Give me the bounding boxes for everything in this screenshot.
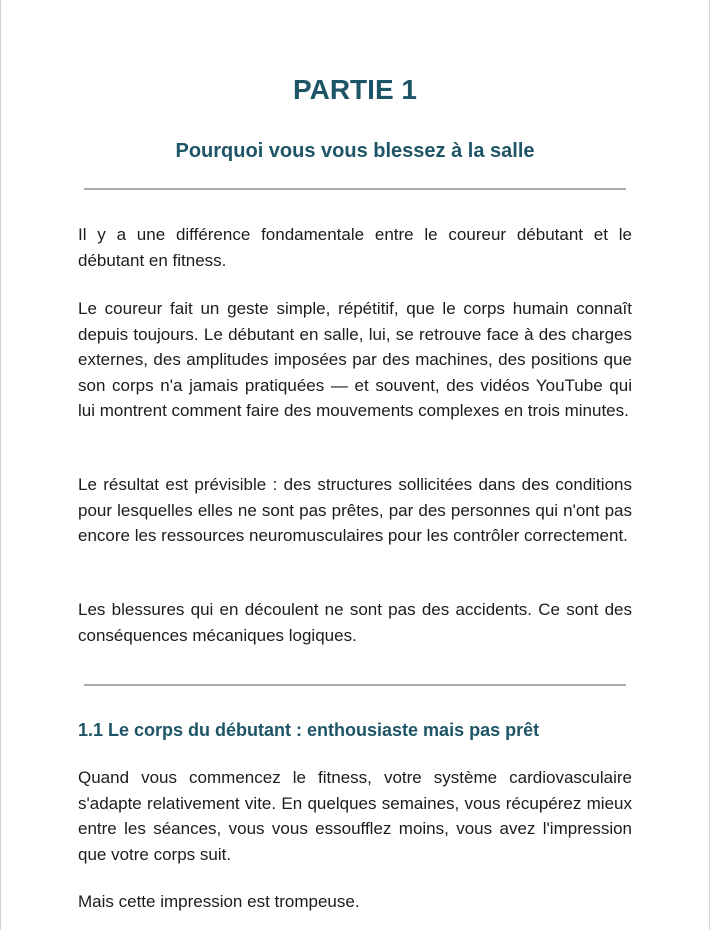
section-paragraph-1: Quand vous commencez le fitness, votre système cardiovasculaire s'adapte relativement vite. En quelques semaines, vous récupérez mieux entre les séances, vous vous essoufflez moins, vous avez l'impression que votre corps suit. [78, 768, 632, 864]
divider-section [84, 684, 626, 686]
divider-top [84, 188, 626, 190]
part-title: PARTIE 1 [293, 74, 417, 105]
section-title: 1.1 Le corps du débutant : enthousiaste mais pas prêt [78, 720, 540, 740]
paragraph-1: Il y a une différence fondamentale entre le coureur débutant et le débutant en fitness. [78, 225, 632, 270]
paragraph-2: Le coureur fait un geste simple, répétitif, que le corps humain connaît depuis toujours. Le débutant en salle, lui, se retrouve face à des charges externes, des amplitudes imposées par des machines, des positions que son corps n'a jamais pratiquées — et souvent, des vidéos YouTube qui lui montrent comment faire des mouvements complexes en trois minutes. [78, 299, 632, 420]
paragraph-3: Le résultat est prévisible : des structures sollicitées dans des conditions pour lesquelles elles ne sont pas prêtes, par des personnes qui n'ont pas encore les ressources neuromusculaires pour les contrôler correctement. [78, 475, 632, 545]
part-subtitle: Pourquoi vous vous blessez à la salle [175, 140, 535, 162]
section-paragraph-2: Mais cette impression est trompeuse. [78, 892, 360, 911]
paragraph-4: Les blessures qui en découlent ne sont pas des accidents. Ce sont des conséquences mécaniques logiques. [78, 600, 632, 645]
